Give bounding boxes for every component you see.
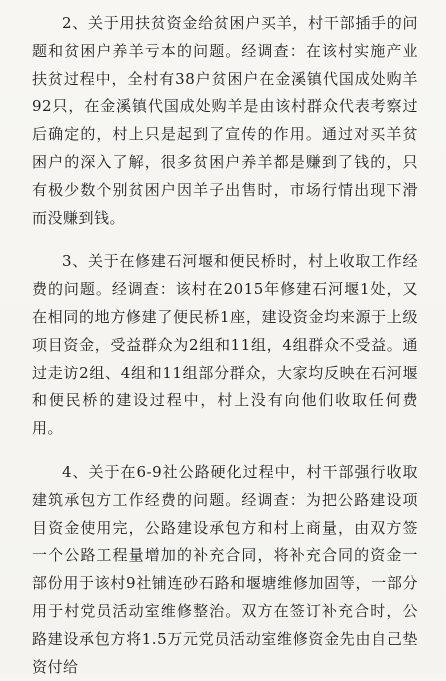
paragraph-item-2: 2、关于用扶贫资金给贫困户买羊，村干部插手的问题和贫困户养羊亏本的问题。经调查：在该村实施产业扶贫过程中，全村有38户贫困户在金溪镇代国成处购羊92只，在金溪镇代国成处购羊是由该村群众代表考察过后确定的，村上只是起到了宣传的作用。通过对买羊贫困户的深入了解，很多贫困户养羊都是赚到了钱的，只有极少数个别贫困户因羊子出售时，市场行情出现下滑而没赚到钱。 [32,14,418,227]
paragraph-item-3: 3、关于在修建石河堰和便民桥时，村上收取工作经费的问题。经调查：该村在2015年修建石河堰1处，又在相同的地方修建了便民桥1座，建设资金均来源于上级项目资金，受益群众为2组和11组，4组群众不受益。通过走访2组、4组和11组部分群众，大家均反映在石河堰和便民桥的建设过程中，村上没有向他们收取任何费用。 [32,252,418,438]
paragraph-item-4: 4、关于在6-9社公路硬化过程中，村干部强行收取建筑承包方工作经费的问题。经调查：为把公路建设项目资金使用完，公路建设承包方和村上商量，由双方签一个公路工程量增加的补充合同，将补充合同的资金一部份用于该村9社铺连砂石路和堰塘维修加固等，一部分用于村党员活动室维修整治。双方在签订补充合时，公路建设承包方将1.5万元党员活动室维修资金先由自己垫资付给 [32,462,418,676]
